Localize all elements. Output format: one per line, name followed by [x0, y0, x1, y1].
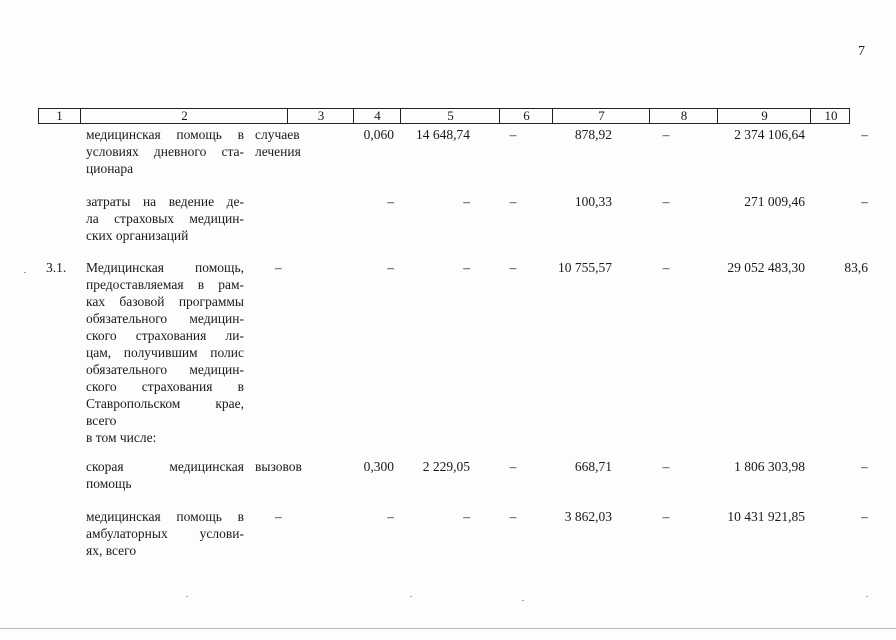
column-header-4: 4: [353, 109, 401, 123]
column-header-2: 2: [80, 109, 288, 123]
scan-speck: [186, 596, 188, 597]
column-header-6: 6: [499, 109, 553, 123]
per-capita-amount: 3 862,03: [564, 509, 612, 524]
description-line: обязательного медицин-: [86, 362, 244, 377]
row-description: [86, 508, 244, 559]
description-line: обязательного медицин-: [86, 311, 244, 326]
share-percent: –: [861, 194, 868, 209]
column-header-3: 3: [287, 109, 354, 123]
column-8-value: –: [662, 127, 670, 142]
column-8-value: –: [662, 260, 670, 275]
description-line: затраты на ведение де-: [86, 194, 244, 209]
column-8-value: –: [662, 459, 670, 474]
scan-speck: [410, 596, 412, 597]
share-percent: –: [861, 459, 868, 474]
total-cost: 10 431 921,85: [727, 509, 805, 524]
cost-per-unit: –: [463, 260, 470, 275]
description-line: условиях дневного ста-: [86, 144, 244, 159]
per-capita-amount: 100,33: [574, 194, 612, 209]
column-header-8: 8: [649, 109, 718, 123]
per-capita-amount: 10 755,57: [558, 260, 612, 275]
column-6-value: –: [509, 459, 517, 474]
column-8-value: –: [662, 194, 670, 209]
scan-edge-line: [0, 628, 896, 629]
volume-per-person: –: [387, 260, 394, 275]
total-cost: 29 052 483,30: [727, 260, 805, 275]
column-header-9: 9: [717, 109, 811, 123]
volume-per-person: –: [387, 509, 394, 524]
unit-of-measure: лечения: [255, 144, 301, 159]
cost-per-unit: –: [463, 194, 470, 209]
description-line: ских организаций: [86, 228, 189, 243]
column-header-1: 1: [56, 108, 63, 123]
column-6-value: –: [509, 260, 517, 275]
column-6-value: –: [509, 127, 517, 142]
share-percent: 83,6: [844, 260, 868, 275]
description-line: помощь: [86, 476, 132, 491]
total-cost: 1 806 303,98: [734, 459, 805, 474]
description-line: ционара: [86, 161, 134, 176]
column-6-value: –: [509, 509, 517, 524]
per-capita-amount: 878,92: [574, 127, 612, 142]
row-description: [86, 259, 244, 446]
page-number: 7: [858, 44, 865, 59]
description-line: ках базовой программы: [86, 294, 244, 309]
description-line: амбулаторных услови-: [86, 526, 244, 541]
description-line: медицинская помощь в: [86, 127, 244, 142]
cost-per-unit: 2 229,05: [422, 459, 470, 474]
total-cost: 271 009,46: [744, 194, 805, 209]
cost-per-unit: –: [463, 509, 470, 524]
description-line: медицинская помощь в: [86, 509, 244, 524]
unit-of-measure: –: [275, 509, 282, 524]
description-line: предоставляемая в рам-: [86, 277, 244, 292]
row-number: 3.1.: [46, 260, 67, 275]
per-capita-amount: 668,71: [574, 459, 612, 474]
row-description: [86, 193, 244, 244]
column-header-7: 7: [552, 109, 650, 123]
unit-of-measure: случаев: [255, 127, 300, 142]
row-description: [86, 126, 244, 177]
description-line: всего: [86, 413, 117, 428]
scan-speck: [866, 596, 868, 597]
column-8-value: –: [662, 509, 670, 524]
scan-speck: [24, 272, 26, 273]
share-percent: –: [861, 127, 868, 142]
volume-per-person: 0,060: [363, 127, 394, 142]
unit-of-measure: –: [275, 260, 282, 275]
total-cost: 2 374 106,64: [734, 127, 805, 142]
table-header-row: [38, 108, 850, 124]
description-line: скорая медицинская: [86, 459, 244, 474]
scan-speck: [522, 600, 524, 601]
column-6-value: –: [509, 194, 517, 209]
column-header-10: 10: [810, 109, 851, 123]
description-line: Ставропольском крае,: [86, 396, 244, 411]
description-line: цам, получившим полис: [86, 345, 244, 360]
row-description: [86, 458, 244, 492]
description-line: ского страхования ли-: [86, 328, 244, 343]
volume-per-person: 0,300: [363, 459, 394, 474]
description-line: в том числе:: [86, 430, 157, 445]
share-percent: –: [861, 509, 868, 524]
cost-per-unit: 14 648,74: [416, 127, 470, 142]
description-line: ях, всего: [86, 543, 137, 558]
unit-of-measure: вызовов: [255, 459, 302, 474]
description-line: ла страховых медицин-: [86, 211, 244, 226]
description-line: ского страхования в: [86, 379, 244, 394]
column-header-5: 5: [400, 109, 500, 123]
description-line: Медицинская помощь,: [86, 260, 244, 275]
volume-per-person: –: [387, 194, 394, 209]
